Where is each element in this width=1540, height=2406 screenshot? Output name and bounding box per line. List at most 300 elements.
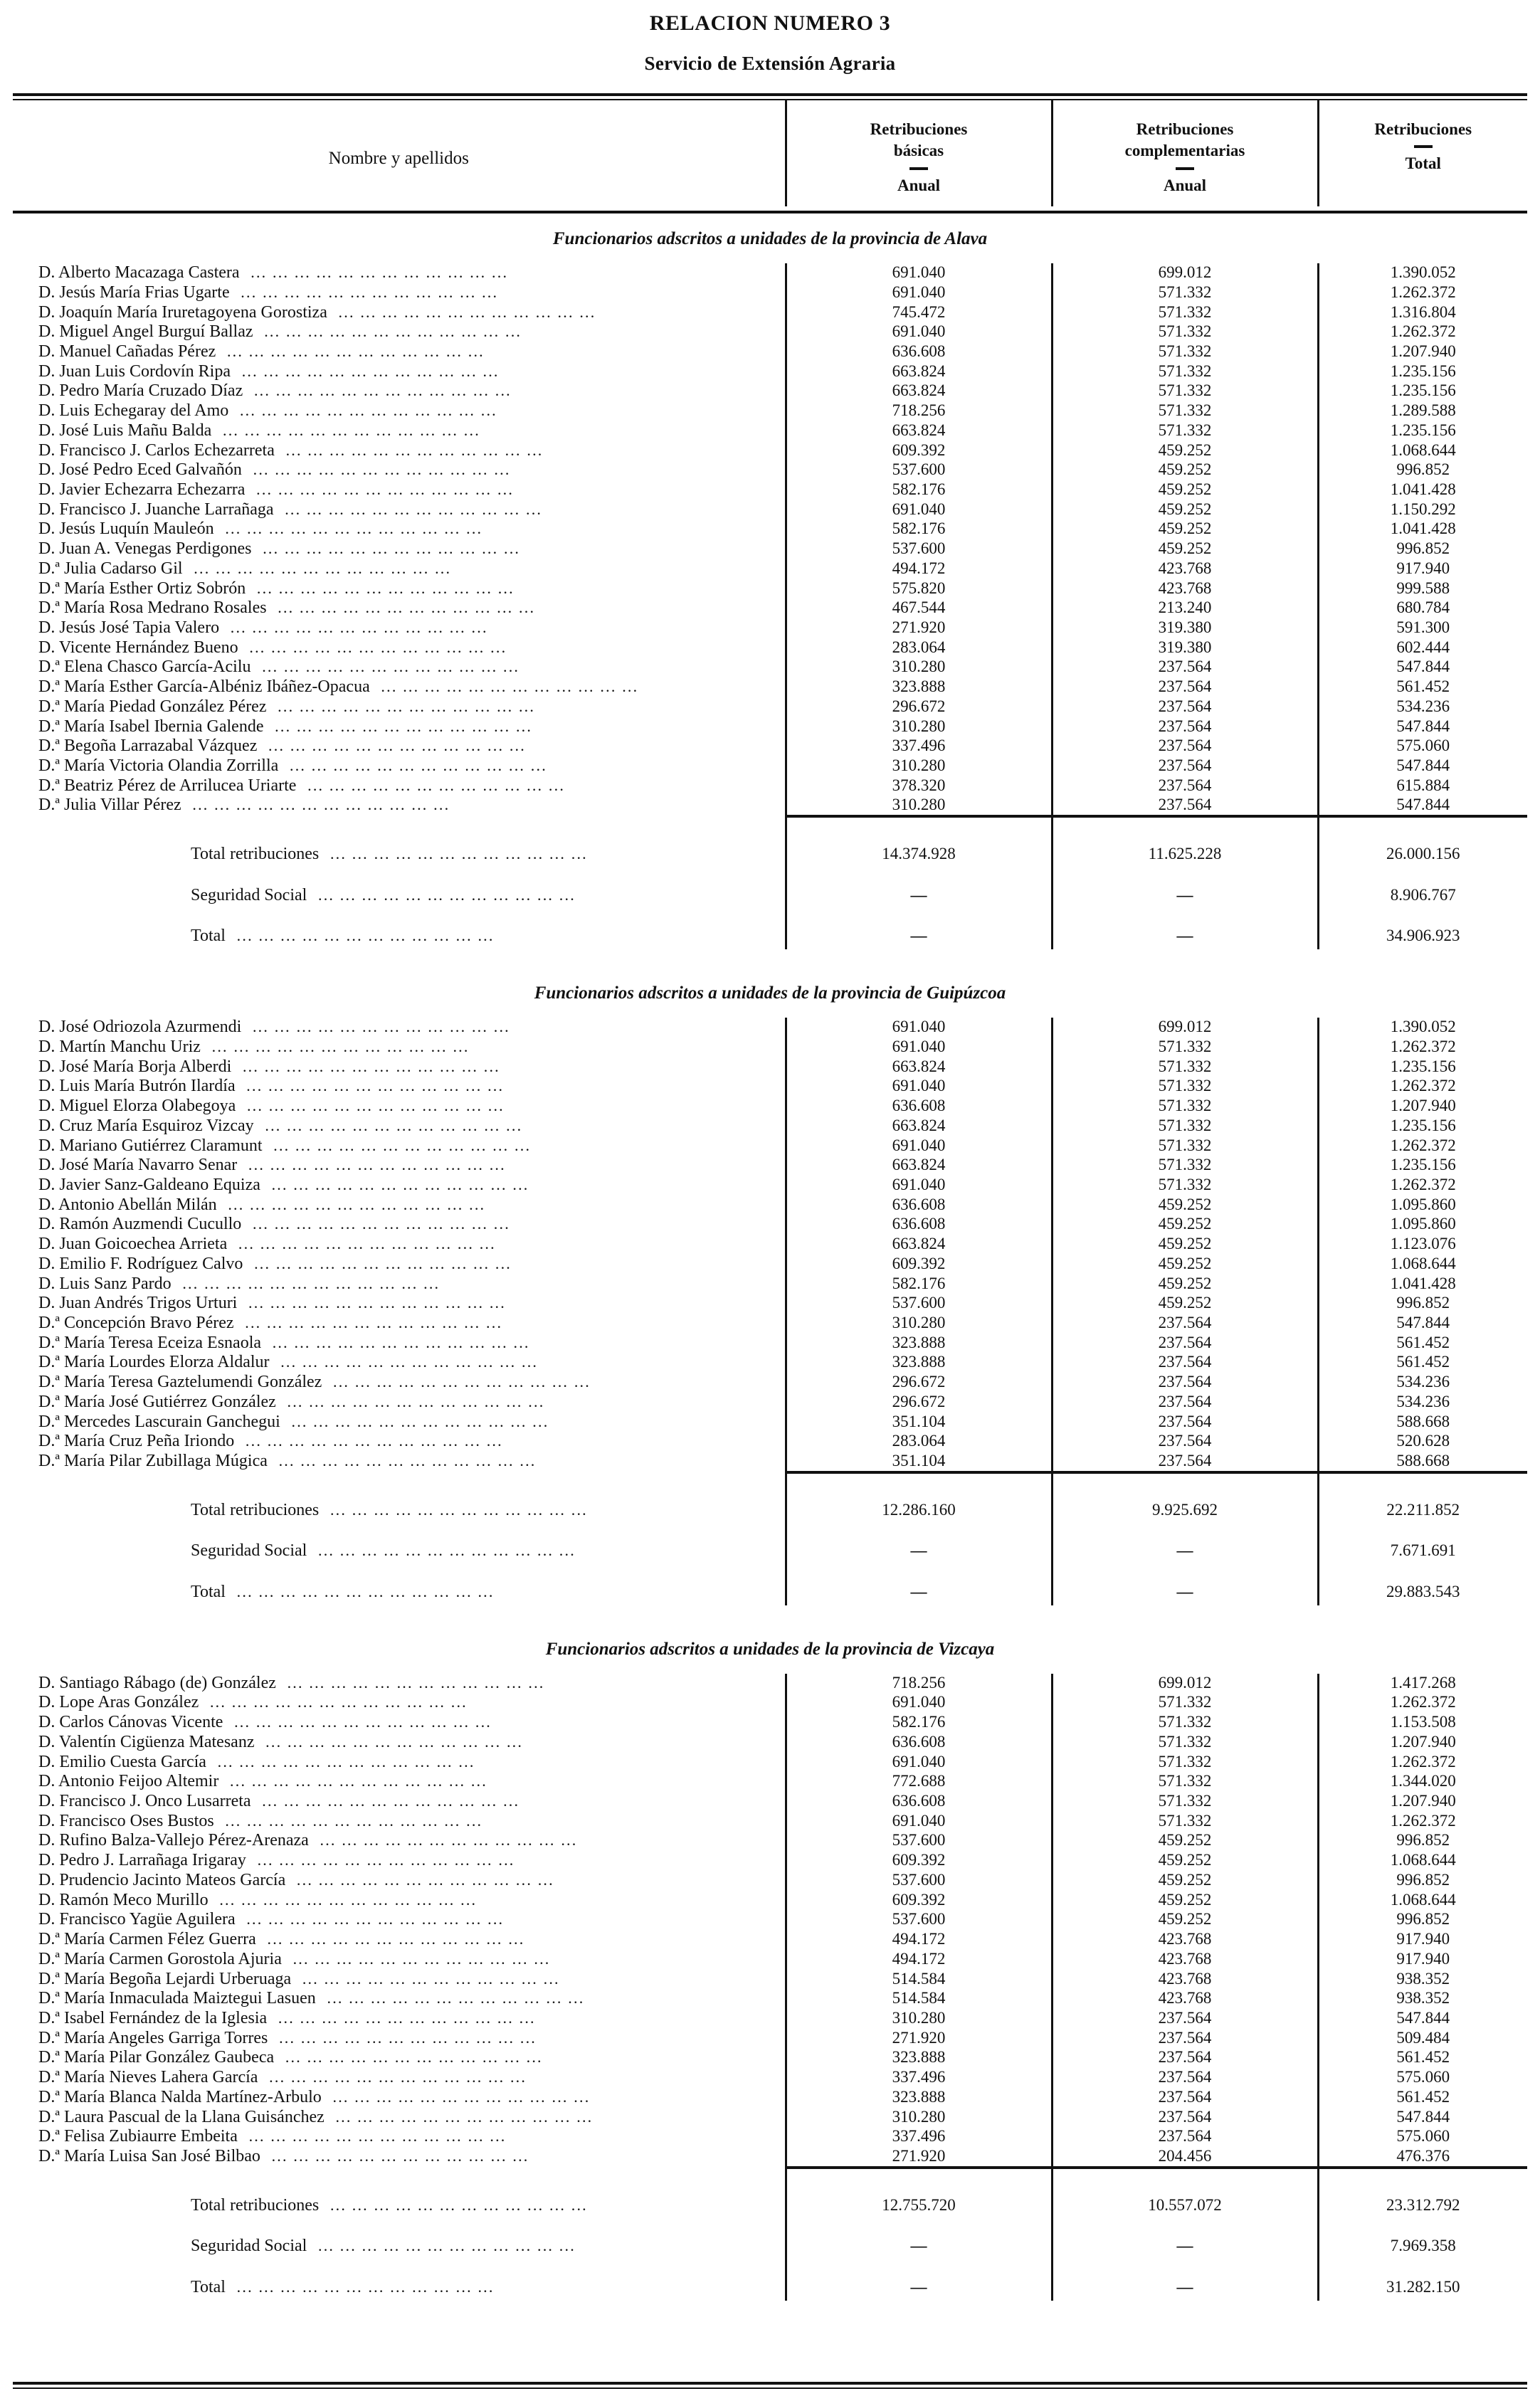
- row-complementarias: 237.564: [1052, 1452, 1318, 1472]
- total-retribuciones-row-complementarias: 11.625.228: [1052, 826, 1318, 867]
- leader-dots: ... ... ... ... ... ... ... ... ... ... ... ...: [231, 2277, 495, 2296]
- row-total: 1.344.020: [1318, 1772, 1527, 1792]
- row-total: 1.068.644: [1318, 441, 1527, 461]
- employee-name: D. Rufino Balza-Vallejo Pérez-Arenaza: [38, 1831, 309, 1850]
- table-row: [13, 500, 1527, 520]
- employee-name: D.ª María José Gutiérrez González: [38, 1392, 276, 1411]
- leader-dots: ... ... ... ... ... ... ... ... ... ... ... ...: [327, 2087, 591, 2106]
- row-name: [13, 1314, 786, 1334]
- employee-name: D. Francisco J. Carlos Echezarreta: [38, 440, 275, 460]
- employee-name: D.ª María Inmaculada Maiztegui Lasuen: [38, 1989, 316, 2008]
- row-basic: 514.584: [786, 1989, 1052, 2009]
- row-name: [13, 1970, 786, 1990]
- leader-dots: ... ... ... ... ... ... ... ... ... ... ... ...: [231, 1583, 495, 1601]
- employee-name: D.ª María Pilar González Gaubeca: [38, 2048, 275, 2067]
- total-retribuciones-row-label: [13, 1482, 786, 1524]
- row-total: 996.852: [1318, 1294, 1527, 1314]
- row-complementarias: 459.252: [1052, 1235, 1318, 1255]
- leader-dots: ... ... ... ... ... ... ... ... ... ... ... ...: [250, 480, 515, 498]
- row-basic: 636.608: [786, 1792, 1052, 1812]
- employee-name: D.ª Isabel Fernández de la Iglesia: [38, 2008, 268, 2027]
- row-complementarias: 319.380: [1052, 638, 1318, 658]
- row-total: 996.852: [1318, 1871, 1527, 1891]
- row-complementarias: 459.252: [1052, 480, 1318, 500]
- row-total: 1.235.156: [1318, 362, 1527, 382]
- row-name: [13, 1432, 786, 1452]
- leader-dots: ... ... ... ... ... ... ... ... ... ... ... ...: [236, 362, 500, 380]
- leader-dots: ... ... ... ... ... ... ... ... ... ... ... ...: [186, 796, 450, 814]
- total-retribuciones-row-label-text: Total retribuciones: [191, 845, 320, 864]
- row-basic: 609.392: [786, 1891, 1052, 1911]
- leader-dots: ... ... ... ... ... ... ... ... ... ... ... ...: [245, 263, 509, 282]
- table-row: [13, 1674, 1527, 1694]
- leader-dots: ... ... ... ... ... ... ... ... ... ... ... ...: [268, 1136, 532, 1154]
- row-basic: 609.392: [786, 441, 1052, 461]
- row-complementarias: 237.564: [1052, 796, 1318, 816]
- employee-name: D. Emilio F. Rodríguez Calvo: [38, 1254, 243, 1273]
- table-row: [13, 1117, 1527, 1136]
- leader-dots: ... ... ... ... ... ... ... ... ... ... ... ...: [241, 1097, 505, 1115]
- row-basic: 609.392: [786, 1255, 1052, 1275]
- employee-name: D. Francisco Yagüe Aguilera: [38, 1910, 236, 1929]
- row-basic: 772.688: [786, 1772, 1052, 1792]
- row-name: [13, 756, 786, 776]
- bottom-rules: [0, 2382, 1540, 2389]
- table-row: [13, 579, 1527, 599]
- row-complementarias: 459.252: [1052, 441, 1318, 461]
- table-row: [13, 1353, 1527, 1373]
- row-name: [13, 776, 786, 796]
- table-row: [13, 303, 1527, 323]
- row-total: 996.852: [1318, 539, 1527, 559]
- leader-dots: ... ... ... ... ... ... ... ... ... ... ... ...: [243, 1294, 506, 1312]
- seguridad-social-row-label: [13, 1523, 786, 1564]
- row-total: 547.844: [1318, 756, 1527, 776]
- row-name: [13, 500, 786, 520]
- leader-dots: ... ... ... ... ... ... ... ... ... ... ... ...: [312, 1541, 576, 1560]
- row-complementarias: 319.380: [1052, 618, 1318, 638]
- seguridad-social-row-total: 7.969.358: [1318, 2218, 1527, 2259]
- employee-name: D. Juan Andrés Trigos Urturi: [38, 1294, 238, 1313]
- row-total: 999.588: [1318, 579, 1527, 599]
- row-total: 588.668: [1318, 1413, 1527, 1432]
- leader-dots: ... ... ... ... ... ... ... ... ... ... ... ...: [375, 677, 639, 696]
- table-row: [13, 618, 1527, 638]
- row-total: 1.289.588: [1318, 401, 1527, 421]
- leader-dots: ... ... ... ... ... ... ... ... ... ... ... ...: [302, 776, 566, 794]
- row-complementarias: 237.564: [1052, 677, 1318, 697]
- section-spacer: [0, 949, 1540, 968]
- employee-name: D. Alberto Macazaga Castera: [38, 263, 240, 283]
- table-row: [13, 322, 1527, 342]
- leader-dots: ... ... ... ... ... ... ... ... ... ... ... ...: [325, 845, 588, 863]
- row-total: 680.784: [1318, 598, 1527, 618]
- row-basic: 636.608: [786, 1097, 1052, 1117]
- employee-name: D. Jesús María Frias Ugarte: [38, 283, 230, 302]
- table-row: [13, 2029, 1527, 2049]
- row-complementarias: 423.768: [1052, 1989, 1318, 2009]
- row-name: [13, 1057, 786, 1077]
- dash-separator-icon: [909, 167, 928, 170]
- row-name: [13, 677, 786, 697]
- row-total: 1.235.156: [1318, 1156, 1527, 1176]
- row-total: 1.207.940: [1318, 342, 1527, 362]
- table-row: [13, 1871, 1527, 1891]
- grand-total-row-total: 31.282.150: [1318, 2259, 1527, 2301]
- row-complementarias: 571.332: [1052, 421, 1318, 441]
- leader-dots: ... ... ... ... ... ... ... ... ... ... ... ...: [285, 1412, 549, 1430]
- column-header-name: Nombre y apellidos: [328, 149, 469, 168]
- leader-dots: ... ... ... ... ... ... ... ... ... ... ... ...: [284, 756, 547, 775]
- leader-dots: ... ... ... ... ... ... ... ... ... ... ... ...: [312, 2237, 576, 2255]
- bottom-rule-thick: [13, 2382, 1527, 2385]
- sum-underline-row: [13, 816, 1527, 826]
- row-name: [13, 460, 786, 480]
- row-basic: 691.040: [786, 1038, 1052, 1057]
- employee-name: D. Miguel Angel Burguí Ballaz: [38, 322, 253, 342]
- leader-dots: ... ... ... ... ... ... ... ... ... ... ... ...: [272, 598, 536, 617]
- leader-dots: ... ... ... ... ... ... ... ... ... ... ... ...: [243, 1156, 506, 1174]
- row-complementarias: 423.768: [1052, 1970, 1318, 1990]
- row-name: [13, 1156, 786, 1176]
- employee-name: D.ª María Rosa Medrano Rosales: [38, 598, 267, 618]
- row-complementarias: 459.252: [1052, 1294, 1318, 1314]
- header-underline-name: [13, 206, 786, 212]
- row-total: 1.262.372: [1318, 1038, 1527, 1057]
- row-total: 996.852: [1318, 460, 1527, 480]
- row-basic: 663.824: [786, 421, 1052, 441]
- employee-name: D. Luis Echegaray del Amo: [38, 401, 229, 421]
- grand-total-row: [13, 2259, 1527, 2301]
- table-row: [13, 658, 1527, 677]
- row-name: [13, 263, 786, 283]
- employee-name: D.ª María Piedad González Pérez: [38, 697, 267, 716]
- row-basic: 337.496: [786, 737, 1052, 756]
- total-retribuciones-row: [13, 1482, 1527, 1524]
- row-complementarias: 459.252: [1052, 1196, 1318, 1215]
- row-total: 509.484: [1318, 2029, 1527, 2049]
- seguridad-social-row: [13, 1523, 1527, 1564]
- row-basic: 310.280: [786, 717, 1052, 737]
- row-name: [13, 598, 786, 618]
- employee-name: D. Antonio Feijoo Altemir: [38, 1772, 219, 1791]
- row-name: [13, 638, 786, 658]
- row-complementarias: 571.332: [1052, 283, 1318, 303]
- row-complementarias: 237.564: [1052, 697, 1318, 717]
- row-name: [13, 2088, 786, 2108]
- row-basic: 310.280: [786, 796, 1052, 816]
- row-name: [13, 1812, 786, 1832]
- table-row: [13, 677, 1527, 697]
- employee-name: D. Jesús Luquín Mauleón: [38, 519, 214, 539]
- row-basic: 718.256: [786, 1674, 1052, 1694]
- leader-dots: ... ... ... ... ... ... ... ... ... ... ... ...: [273, 2008, 536, 2027]
- row-basic: 537.600: [786, 1294, 1052, 1314]
- employee-name: D.ª María Angeles Garriga Torres: [38, 2028, 268, 2047]
- row-total: 1.123.076: [1318, 1235, 1527, 1255]
- table-row: [13, 421, 1527, 441]
- row-basic: 351.104: [786, 1413, 1052, 1432]
- grand-total-row-basic: —: [786, 2259, 1052, 2301]
- header-underline-total: [1318, 206, 1527, 212]
- row-complementarias: 459.252: [1052, 1871, 1318, 1891]
- row-basic: 351.104: [786, 1452, 1052, 1472]
- row-basic: 323.888: [786, 677, 1052, 697]
- table-row: [13, 1812, 1527, 1832]
- row-name: [13, 1373, 786, 1393]
- leader-dots: ... ... ... ... ... ... ... ... ... ... ... ...: [281, 1392, 545, 1410]
- row-complementarias: 571.332: [1052, 322, 1318, 342]
- row-total: 534.236: [1318, 1373, 1527, 1393]
- row-complementarias: 213.240: [1052, 598, 1318, 618]
- leader-dots: ... ... ... ... ... ... ... ... ... ... ... ...: [297, 1969, 560, 1988]
- row-complementarias: 571.332: [1052, 401, 1318, 421]
- leader-dots: ... ... ... ... ... ... ... ... ... ... ... ...: [281, 1673, 545, 1692]
- employee-name: D.ª Begoña Larrazabal Vázquez: [38, 737, 258, 756]
- employee-name: D.ª María Esther Ortiz Sobrón: [38, 579, 246, 598]
- leader-dots: ... ... ... ... ... ... ... ... ... ... ... ...: [291, 1870, 554, 1889]
- grand-total-row-complementarias: —: [1052, 1564, 1318, 1605]
- employee-name: D. Javier Echezarra Echezarra: [38, 480, 246, 499]
- row-total: 547.844: [1318, 2009, 1527, 2029]
- employee-name: D. Juan A. Venegas Perdigones: [38, 539, 252, 559]
- row-complementarias: 237.564: [1052, 1393, 1318, 1413]
- row-name: [13, 1950, 786, 1970]
- sum-underline-compl: [1052, 2168, 1318, 2178]
- seguridad-social-row-complementarias: —: [1052, 1523, 1318, 1564]
- row-name: [13, 1989, 786, 2009]
- row-complementarias: 237.564: [1052, 2088, 1318, 2108]
- row-total: 547.844: [1318, 2108, 1527, 2128]
- row-basic: 310.280: [786, 2108, 1052, 2128]
- employee-name: D. Mariano Gutiérrez Claramunt: [38, 1136, 263, 1155]
- table-row: [13, 1334, 1527, 1354]
- row-total: 547.844: [1318, 796, 1527, 816]
- row-complementarias: 237.564: [1052, 1353, 1318, 1373]
- row-name: [13, 441, 786, 461]
- table-row: [13, 401, 1527, 421]
- row-complementarias: 571.332: [1052, 1713, 1318, 1733]
- row-total: 547.844: [1318, 717, 1527, 737]
- table-row: [13, 1693, 1527, 1713]
- employee-name: D. Miguel Elorza Olabegoya: [38, 1097, 236, 1116]
- table-row: [13, 1156, 1527, 1176]
- row-total: 534.236: [1318, 697, 1527, 717]
- leader-dots: ... ... ... ... ... ... ... ... ... ... ... ...: [224, 1772, 487, 1790]
- row-total: 561.452: [1318, 1353, 1527, 1373]
- header-underline-basic: [786, 206, 1052, 212]
- seguridad-social-row-label: [13, 2218, 786, 2259]
- column-header-compl-l2: complementarias: [1124, 142, 1245, 160]
- employee-name: D. Cruz María Esquiroz Vizcay: [38, 1116, 254, 1135]
- row-basic: 663.824: [786, 381, 1052, 401]
- row-basic: 310.280: [786, 756, 1052, 776]
- employee-name: D.ª María Pilar Zubillaga Múgica: [38, 1452, 268, 1471]
- column-header-compl-l1: Retribuciones: [1136, 120, 1234, 138]
- row-total: 1.262.372: [1318, 1176, 1527, 1196]
- row-basic: 494.172: [786, 559, 1052, 579]
- row-name: [13, 1772, 786, 1792]
- row-total: 1.262.372: [1318, 283, 1527, 303]
- table-row: [13, 1713, 1527, 1733]
- row-name: [13, 1753, 786, 1773]
- table-row: [13, 1215, 1527, 1235]
- leader-dots: ... ... ... ... ... ... ... ... ... ... ... ...: [221, 342, 485, 360]
- leader-dots: ... ... ... ... ... ... ... ... ... ... ... ...: [275, 1353, 539, 1371]
- row-basic: 283.064: [786, 1432, 1052, 1452]
- leader-dots: ... ... ... ... ... ... ... ... ... ... ... ...: [219, 1811, 483, 1830]
- grand-total-row-label: [13, 1564, 786, 1605]
- row-total: 1.262.372: [1318, 322, 1527, 342]
- employee-name: D. José Luis Mañu Balda: [38, 421, 212, 440]
- leader-dots: ... ... ... ... ... ... ... ... ... ... ... ...: [231, 927, 495, 945]
- row-complementarias: 571.332: [1052, 342, 1318, 362]
- row-name: [13, 1176, 786, 1196]
- row-name: [13, 2048, 786, 2068]
- leader-dots: ... ... ... ... ... ... ... ... ... ... ... ...: [332, 302, 596, 321]
- table-row: [13, 2147, 1527, 2168]
- row-total: 1.095.860: [1318, 1215, 1527, 1235]
- row-complementarias: 237.564: [1052, 658, 1318, 677]
- row-name: [13, 1117, 786, 1136]
- employee-name: D. Luis María Butrón Ilardía: [38, 1077, 236, 1096]
- row-name: [13, 2068, 786, 2088]
- row-basic: 337.496: [786, 2127, 1052, 2147]
- seguridad-social-row-complementarias: —: [1052, 867, 1318, 909]
- employee-name: D.ª María Carmen Félez Guerra: [38, 1930, 256, 1949]
- employee-name: D.ª María Victoria Olandia Zorrilla: [38, 756, 279, 776]
- table-row: [13, 1196, 1527, 1215]
- row-total: 917.940: [1318, 1950, 1527, 1970]
- row-complementarias: 571.332: [1052, 303, 1318, 323]
- row-total: 1.262.372: [1318, 1812, 1527, 1832]
- header-underline-compl: [1052, 206, 1318, 212]
- row-total: 602.444: [1318, 638, 1527, 658]
- employee-name: D. José Odriozola Azurmendi: [38, 1018, 242, 1037]
- leader-dots: ... ... ... ... ... ... ... ... ... ... ... ...: [239, 1313, 503, 1331]
- leader-dots: ... ... ... ... ... ... ... ... ... ... ... ...: [241, 1077, 505, 1095]
- employee-name: D. Juan Goicoechea Arrieta: [38, 1235, 228, 1254]
- table-row: [13, 1851, 1527, 1871]
- total-retribuciones-row-complementarias: 9.925.692: [1052, 1482, 1318, 1524]
- row-basic: 582.176: [786, 1713, 1052, 1733]
- leader-dots: ... ... ... ... ... ... ... ... ... ... ... ...: [287, 1949, 551, 1968]
- grand-total-row-label-text: Total: [191, 927, 226, 946]
- table-row: [13, 1452, 1527, 1472]
- grand-total-row-complementarias: —: [1052, 2259, 1318, 2301]
- table-row: [13, 1038, 1527, 1057]
- leader-dots: ... ... ... ... ... ... ... ... ... ... ... ...: [279, 500, 543, 518]
- employee-name: D. Ramón Meco Murillo: [38, 1890, 209, 1909]
- row-name: [13, 618, 786, 638]
- employee-name: D. Francisco J. Onco Lusarreta: [38, 1792, 251, 1811]
- row-basic: 467.544: [786, 598, 1052, 618]
- leader-dots: ... ... ... ... ... ... ... ... ... ... ... ...: [327, 1373, 591, 1391]
- leader-dots: ... ... ... ... ... ... ... ... ... ... ... ...: [258, 322, 522, 341]
- row-name: [13, 1393, 786, 1413]
- row-total: 1.235.156: [1318, 1117, 1527, 1136]
- row-total: 917.940: [1318, 559, 1527, 579]
- row-total: 1.041.428: [1318, 519, 1527, 539]
- row-total: 1.207.940: [1318, 1097, 1527, 1117]
- row-complementarias: 459.252: [1052, 1275, 1318, 1294]
- employee-name: D.ª María Teresa Gaztelumendi González: [38, 1373, 322, 1392]
- row-name: [13, 1792, 786, 1812]
- bottom-rule-thin: [13, 2387, 1527, 2389]
- leader-dots: ... ... ... ... ... ... ... ... ... ... ... ...: [273, 1452, 537, 1470]
- row-total: 1.390.052: [1318, 1018, 1527, 1038]
- employee-name: D.ª Julia Villar Pérez: [38, 796, 181, 815]
- total-retribuciones-row-label: [13, 826, 786, 867]
- row-basic: 691.040: [786, 1176, 1052, 1196]
- leader-dots: ... ... ... ... ... ... ... ... ... ... ... ...: [280, 440, 544, 459]
- row-basic: 296.672: [786, 697, 1052, 717]
- table-row: [13, 1772, 1527, 1792]
- row-name: [13, 559, 786, 579]
- sum-underline-spacer: [13, 816, 786, 826]
- row-complementarias: 571.332: [1052, 1117, 1318, 1136]
- row-complementarias: 237.564: [1052, 2127, 1318, 2147]
- employee-name: D.ª Julia Cadarso Gil: [38, 559, 183, 578]
- leader-dots: ... ... ... ... ... ... ... ... ... ... ... ...: [240, 1432, 503, 1450]
- leader-dots: ... ... ... ... ... ... ... ... ... ... ... ...: [314, 1831, 578, 1850]
- table-row: [13, 1753, 1527, 1773]
- total-retribuciones-row-complementarias: 10.557.072: [1052, 2178, 1318, 2219]
- row-basic: 691.040: [786, 1136, 1052, 1156]
- column-header-total-l2: Total: [1405, 154, 1441, 173]
- leader-dots: ... ... ... ... ... ... ... ... ... ... ... ...: [243, 2127, 507, 2146]
- leader-dots: ... ... ... ... ... ... ... ... ... ... ... ...: [263, 737, 526, 755]
- employee-name: D.ª María Cruz Peña Iriondo: [38, 1432, 235, 1451]
- total-retribuciones-row-label-text: Total retribuciones: [191, 1500, 320, 1519]
- employee-name: D. Francisco Oses Bustos: [38, 1811, 214, 1830]
- row-name: [13, 1452, 786, 1472]
- row-basic: 636.608: [786, 1215, 1052, 1235]
- row-basic: 663.824: [786, 362, 1052, 382]
- row-basic: 323.888: [786, 1353, 1052, 1373]
- row-total: 1.262.372: [1318, 1693, 1527, 1713]
- row-complementarias: 571.332: [1052, 1812, 1318, 1832]
- row-basic: 537.600: [786, 1871, 1052, 1891]
- row-basic: 537.600: [786, 1831, 1052, 1851]
- employee-name: D.ª María Isabel Ibernia Galende: [38, 717, 264, 736]
- leader-dots: ... ... ... ... ... ... ... ... ... ... ... ...: [269, 717, 533, 735]
- row-name: [13, 519, 786, 539]
- row-basic: 663.824: [786, 1235, 1052, 1255]
- row-name: [13, 1871, 786, 1891]
- leader-dots: ... ... ... ... ... ... ... ... ... ... ... ...: [251, 1851, 515, 1869]
- row-complementarias: 571.332: [1052, 1772, 1318, 1792]
- table-row: [13, 1970, 1527, 1990]
- table-row: [13, 460, 1527, 480]
- leader-dots: ... ... ... ... ... ... ... ... ... ... ... ...: [280, 2048, 543, 2067]
- row-total: 1.068.644: [1318, 1891, 1527, 1911]
- row-name: [13, 421, 786, 441]
- row-basic: 378.320: [786, 776, 1052, 796]
- table-row: [13, 737, 1527, 756]
- row-complementarias: 571.332: [1052, 1733, 1318, 1753]
- table-row: [13, 1314, 1527, 1334]
- row-complementarias: 237.564: [1052, 1314, 1318, 1334]
- row-total: 938.352: [1318, 1970, 1527, 1990]
- row-complementarias: 237.564: [1052, 2029, 1318, 2049]
- row-total: 561.452: [1318, 677, 1527, 697]
- seguridad-social-row-total: 8.906.767: [1318, 867, 1527, 909]
- table-row: [13, 263, 1527, 283]
- row-name: [13, 283, 786, 303]
- seguridad-social-row-basic: —: [786, 2218, 1052, 2259]
- row-name: [13, 1275, 786, 1294]
